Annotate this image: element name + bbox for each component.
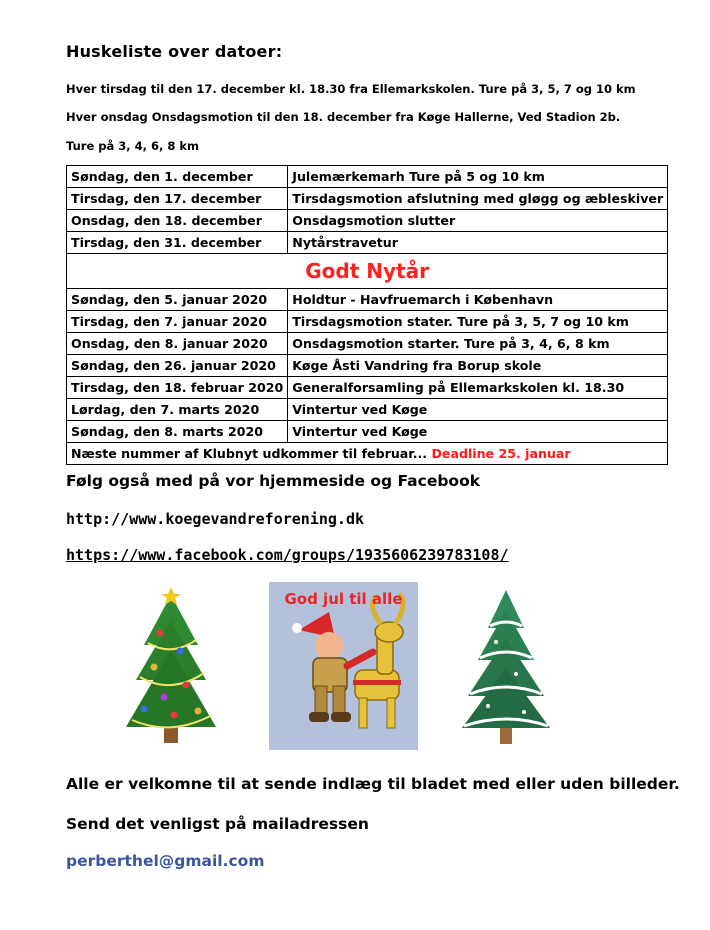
schedule-event: Vintertur ved Køge (288, 399, 668, 421)
closing-send-text: Send det venligst på mailadressen (66, 815, 369, 833)
intro-line-wednesday: Hver onsdag Onsdagsmotion til den 18. december fra Køge Hallerne, Ved Stadion 2b. (66, 110, 621, 124)
schedule-row (67, 210, 668, 232)
closing-welcome-text: Alle er velkomne til at sende indlæg til bladet med eller uden billeder. (66, 775, 680, 793)
email-address-link[interactable]: perberthel@gmail.com (66, 852, 265, 870)
page-title: Huskeliste over datoer: (66, 42, 283, 61)
schedule-row (67, 377, 668, 399)
schedule-date: Søndag, den 8. marts 2020 (67, 421, 288, 443)
schedule-row (67, 289, 668, 311)
follow-text: Følg også med på vor hjemmeside og Facebook (66, 472, 481, 490)
schedule-event: Onsdagsmotion starter. Ture på 3, 4, 6, 8 km (288, 333, 668, 355)
schedule-date: Søndag, den 1. december (67, 166, 288, 188)
schedule-table (66, 165, 668, 465)
schedule-event: Holdtur - Havfruemarch i København (288, 289, 668, 311)
schedule-event: Tirsdagsmotion stater. Ture på 3, 5, 7 og 10 km (288, 311, 668, 333)
snowy-pine-tree-icon (458, 588, 554, 748)
poster-title: God jul til alle (284, 590, 403, 608)
schedule-row (67, 333, 668, 355)
deadline-text: Deadline 25. januar (431, 446, 571, 461)
schedule-event: Nytårstravetur (288, 232, 668, 254)
website-link[interactable]: http://www.koegevandreforening.dk (66, 510, 365, 528)
facebook-link[interactable]: https://www.facebook.com/groups/1935606239783108/ (66, 546, 509, 564)
schedule-event: Køge Åsti Vandring fra Borup skole (288, 355, 668, 377)
schedule-date: Onsdag, den 18. december (67, 210, 288, 232)
intro-line-distances: Ture på 3, 4, 6, 8 km (66, 139, 199, 153)
schedule-row (67, 311, 668, 333)
schedule-row (67, 188, 668, 210)
schedule-date: Lørdag, den 7. marts 2020 (67, 399, 288, 421)
schedule-row (67, 399, 668, 421)
intro-line-tuesday: Hver tirsdag til den 17. december kl. 18.30 fra Ellemarkskolen. Ture på 3, 5, 7 og 10 km (66, 82, 636, 96)
next-issue-cell (67, 443, 668, 465)
schedule-date: Onsdag, den 8. januar 2020 (67, 333, 288, 355)
schedule-date: Tirsdag, den 18. februar 2020 (67, 377, 288, 399)
schedule-event: Julemærkemarh Ture på 5 og 10 km (288, 166, 668, 188)
schedule-row (67, 232, 668, 254)
schedule-row (67, 166, 668, 188)
schedule-row (67, 355, 668, 377)
schedule-date: Tirsdag, den 7. januar 2020 (67, 311, 288, 333)
new-year-greeting-row (67, 254, 668, 289)
christmas-poster-image (269, 582, 418, 750)
schedule-date: Tirsdag, den 31. december (67, 232, 288, 254)
schedule-event: Generalforsamling på Ellemarkskolen kl. 18.30 (288, 377, 668, 399)
next-issue-text: Næste nummer af Klubnyt udkommer til februar... (71, 446, 432, 461)
schedule-event: Onsdagsmotion slutter (288, 210, 668, 232)
schedule-date: Søndag, den 26. januar 2020 (67, 355, 288, 377)
schedule-date: Tirsdag, den 17. december (67, 188, 288, 210)
schedule-date: Søndag, den 5. januar 2020 (67, 289, 288, 311)
new-year-greeting: Godt Nytår (67, 254, 668, 289)
decorated-christmas-tree-icon (120, 585, 222, 750)
next-issue-row (67, 443, 668, 465)
schedule-event: Vintertur ved Køge (288, 421, 668, 443)
schedule-event: Tirsdagsmotion afslutning med gløgg og æbleskiver (288, 188, 668, 210)
schedule-row (67, 421, 668, 443)
